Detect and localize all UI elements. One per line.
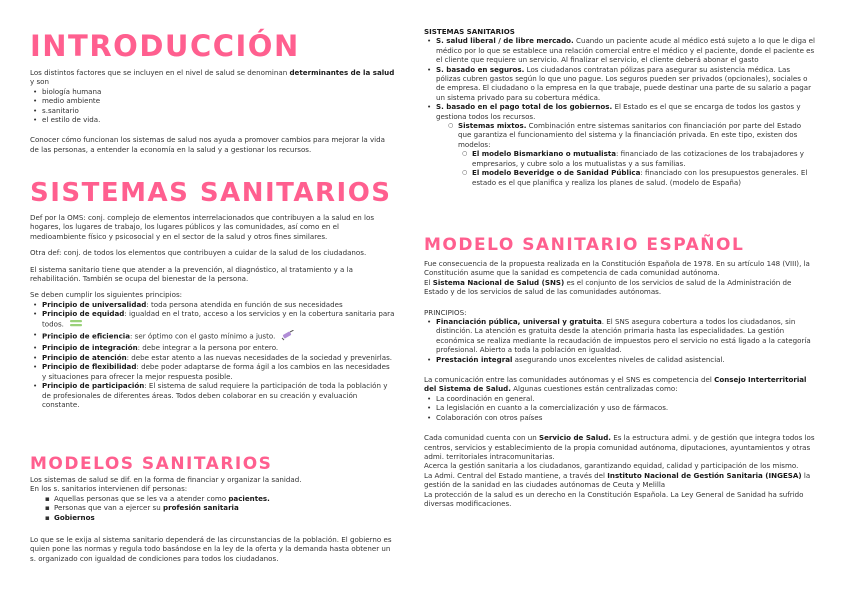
mixtos-models-list [458, 149, 816, 187]
intro-paragraph-1: Los distintos factores que se incluyen en el nivel de salud se denominan determinantes de la salud y son [30, 68, 395, 87]
sistemas-section [30, 213, 395, 409]
sistemas-paragraph-4: Se deben cumplir los siguientes principios: [30, 290, 183, 300]
principle-item: • Principio de integración: debe integrar a la persona por entero. [42, 343, 395, 352]
intro-section [30, 68, 395, 154]
title-introduccion: INTRODUCCIÓN [30, 29, 300, 63]
espanol-paragraph-4: La comunicación entre las comunidades autónomas y el SNS es competencia del Consejo Interterritorial del Sistema de Salud. Algunas cuestiones están centralizadas como: [424, 375, 807, 394]
list-item: • s.sanitario [42, 106, 395, 115]
list-item: • el estilo de vida. [42, 115, 395, 124]
actors-list [30, 494, 395, 522]
principle-item: • Principio de eficiencia: ser óptimo con el gasto mínimo a justo. [42, 330, 395, 343]
espanol-paragraph-2: El Sistema Nacional de Salud (SNS) es el conjunto de los servicios de salud de la Administración de Estado y de los servicios de salud de las comunidades autónomas. [424, 277, 792, 297]
system-type-item: • S. salud liberal / de libre mercado. Cuando un paciente acude al médico está sujeto a lo que le diga el médico por lo que se establece una relación comercial entre el médico y el paciente, donde el paciente es el cliente que requiere un servicio. Al finalizar el servicio, el cliente deberá abonar el gasto [436, 36, 816, 64]
modelos-paragraph-1: Los sistemas de salud se dif. en la forma de financiar y organizar la sanidad. [30, 475, 302, 484]
sistemas-paragraph-1: Def por la OMS: conj. complejo de elementos interrelacionados que contribuyen a la salud en los hogares, los lugares de trabajo, los lugares públicos y las comunidades, así como en el medioambiente físico y psicosocial y en el sector de la salud y otros fines similares. [30, 213, 375, 241]
list-item: • La legislación en cuanto a la comercialización y uso de fármacos. [436, 403, 816, 412]
espanol-paragraph-5: Cada comunidad cuenta con un Servicio de Salud. Es la estructura admi. y de gestión que integra todos los centros, servicios y establecimiento de la propia comunidad autónoma, diputaciones, ayuntamientos y otras admi. territoriales intracomunitarias. [424, 433, 815, 461]
sistemas-subheading: SISTEMAS SANITARIOS [424, 27, 515, 36]
espanol-paragraph-7: La Admi. Central del Estado mantiene, a través del Instituto Nacional de Gestión Sanitaria (INGESA) la gestión de la sanidad en las ciudades autónomas de Ceuta y Melilla [424, 470, 811, 490]
determinants-list [30, 87, 395, 125]
espanol-principles-list [424, 317, 816, 364]
actor-item: ▪ Gobiernos [54, 513, 395, 522]
principle-item: • Principio de atención: debe estar atento a las nuevas necesidades de la sociedad y prevenirlas. [42, 353, 395, 362]
actor-item: ▪ Aquellas personas que se les va a atender como pacientes. [54, 494, 395, 503]
pill-icon [70, 319, 82, 330]
actor-item: ▪ Personas que van a ejercer su profesión sanitaria [54, 503, 395, 512]
principle-item: • Prestación integral asegurando unos excelentes niveles de calidad asistencial. [436, 355, 816, 364]
sistemas-paragraph-3: El sistema sanitario tiene que atender a la prevención, al diagnóstico, al tratamiento y a la rehabilitación. También se ocupa del bienestar de la persona. [30, 264, 353, 284]
modelos-paragraph-3: Lo que se le exija al sistema sanitario dependerá de las circunstancias de la población. El gobierno es quien pone las normas y regula todo basándose en la ley de la oferta y la demanda hasta obtener un s. organizado con igualdad de condiciones para todos los ciudadanos. [30, 535, 392, 563]
mixtos-list [436, 121, 816, 187]
list-item: • medio ambiente [42, 96, 395, 105]
centralized-list [424, 394, 816, 422]
system-type-item: • S. basado en el pago total de los gobiernos. El Estado es el que se encarga de todos los gastos y gestiona todos los recursos. ○ Sistemas mixtos. Combinación entre sistemas sanitarios con financiación por parte del Estado que garantiza el funcionamiento del sistema y la financiación privada. En este tipo, existen dos modelos: ○ El modelo Bismarkiano o mutualista: financiado de las cotizaciones de los trabajadores y empresarios, y cubre solo a los mutualistas y a sus familias. ○ El modelo Beveridge o de Sanidad Pública: financiado con los presupuestos generales. El estado es el que planifica y realiza los planes de salud. (modelo de España) [436, 102, 816, 187]
syringe-icon [281, 330, 294, 343]
title-modelo-sanitario-espanol: MODELO SANITARIO ESPAÑOL [424, 235, 745, 255]
sistemas-types-list [424, 36, 816, 187]
title-modelos-sanitarios: MODELOS SANITARIOS [30, 454, 273, 474]
model-item: ○ El modelo Bismarkiano o mutualista: financiado de las cotizaciones de los trabajadores y empresarios, y cubre solo a los mutualistas y a sus familias. [472, 149, 816, 168]
intro-paragraph-2: Conocer cómo funcionan los sistemas de salud nos ayuda a promover cambios para mejorar la vida de las personas, a entender la economía en la salud y a gestionar los recursos. [30, 135, 385, 154]
list-item: • La coordinación en general. [436, 394, 816, 403]
espanol-paragraph-8: La protección de la salud es un derecho en la Constitución Española. La Ley General de Sanidad ha sufrido diversas modificaciones. [424, 489, 804, 508]
list-item: • Colaboración con otros países [436, 413, 816, 422]
modelos-section [30, 475, 395, 563]
sistemas-paragraph-2: Otra def: conj. de todos los elementos que contribuyen a cuidar de la salud de los ciudadanos. [30, 248, 367, 258]
sistemas-types-section [424, 27, 816, 187]
list-item: • biología humana [42, 87, 395, 96]
system-type-item: • S. basado en seguros. Los ciudadanos contratan pólizas para asegurar su asistencia médica. Las pólizas cubren gastos según lo que uno pague. Los seguros pueden ser privados (opcionales), sociales o de empresa. El ciudadano o la empresa en la que trabaje, puede destinar una parte de su salario a pagar un sistema privado para su cobertura médica. [436, 65, 816, 103]
mixtos-item: ○ Sistemas mixtos. Combinación entre sistemas sanitarios con financiación por parte del Estado que garantiza el funcionamiento del sistema y la financiación privada. En este tipo, existen dos modelos: ○ El modelo Bismarkiano o mutualista: financiado de las cotizaciones de los trabajadores y empresarios, y cubre solo a los mutualistas y a sus familias. ○ El modelo Beveridge o de Sanidad Pública: financiado con los presupuestos generales. El estado es el que planifica y realiza los planes de salud. (modelo de España) [458, 121, 816, 187]
espanol-paragraph-6: Acerca la gestión sanitaria a los ciudadanos, garantizando equidad, calidad y participación de los mismo. [424, 461, 799, 471]
principle-item: • Principio de participación: El sistema de salud requiere la participación de toda la población y de profesionales de diferentes áreas. Todos deben colaborar en su creación y evaluación constante. [42, 381, 395, 409]
principle-item: • Financiación pública, universal y gratuita. El SNS asegura cobertura a todos los ciudadanos, sin distinción. La atención es gratuita desde la atención primaria hasta las especialidades. La gestión económica se realiza mediante la recaudación de impuestos pero el servicio no está ligado a la categoría profesional. Abierto a toda la población en igualdad. [436, 317, 816, 355]
principles-list [30, 300, 395, 409]
principle-item: • Principio de universalidad: toda persona atendida en función de sus necesidades [42, 300, 395, 309]
principle-item: • Principio de flexibilidad: debe poder adaptarse de forma ágil a los cambios en las necesidades y situaciones para ofrecer la mejor respuesta posible. [42, 362, 395, 381]
title-sistemas-sanitarios: SISTEMAS SANITARIOS [30, 178, 392, 208]
modelos-paragraph-2: En los s. sanitarios intervienen dif personas: [30, 484, 188, 494]
espanol-paragraph-1: Fue consecuencia de la propuesta realizada en la Constitución Española de 1978. En su artículo 148 (VIII), la Constitución asume que la sanidad es competencia de cada comunidad autónoma. [424, 259, 810, 278]
model-item: ○ El modelo Beveridge o de Sanidad Pública: financiado con los presupuestos generales. El estado es el que planifica y realiza los planes de salud. (modelo de España) [472, 168, 816, 187]
espanol-section [424, 259, 816, 508]
principle-item: • Principio de equidad: igualdad en el trato, acceso a los servicios y en la cobertura sanitaria para todos. [42, 309, 395, 330]
principios-heading: PRINCIPIOS: [424, 307, 467, 317]
